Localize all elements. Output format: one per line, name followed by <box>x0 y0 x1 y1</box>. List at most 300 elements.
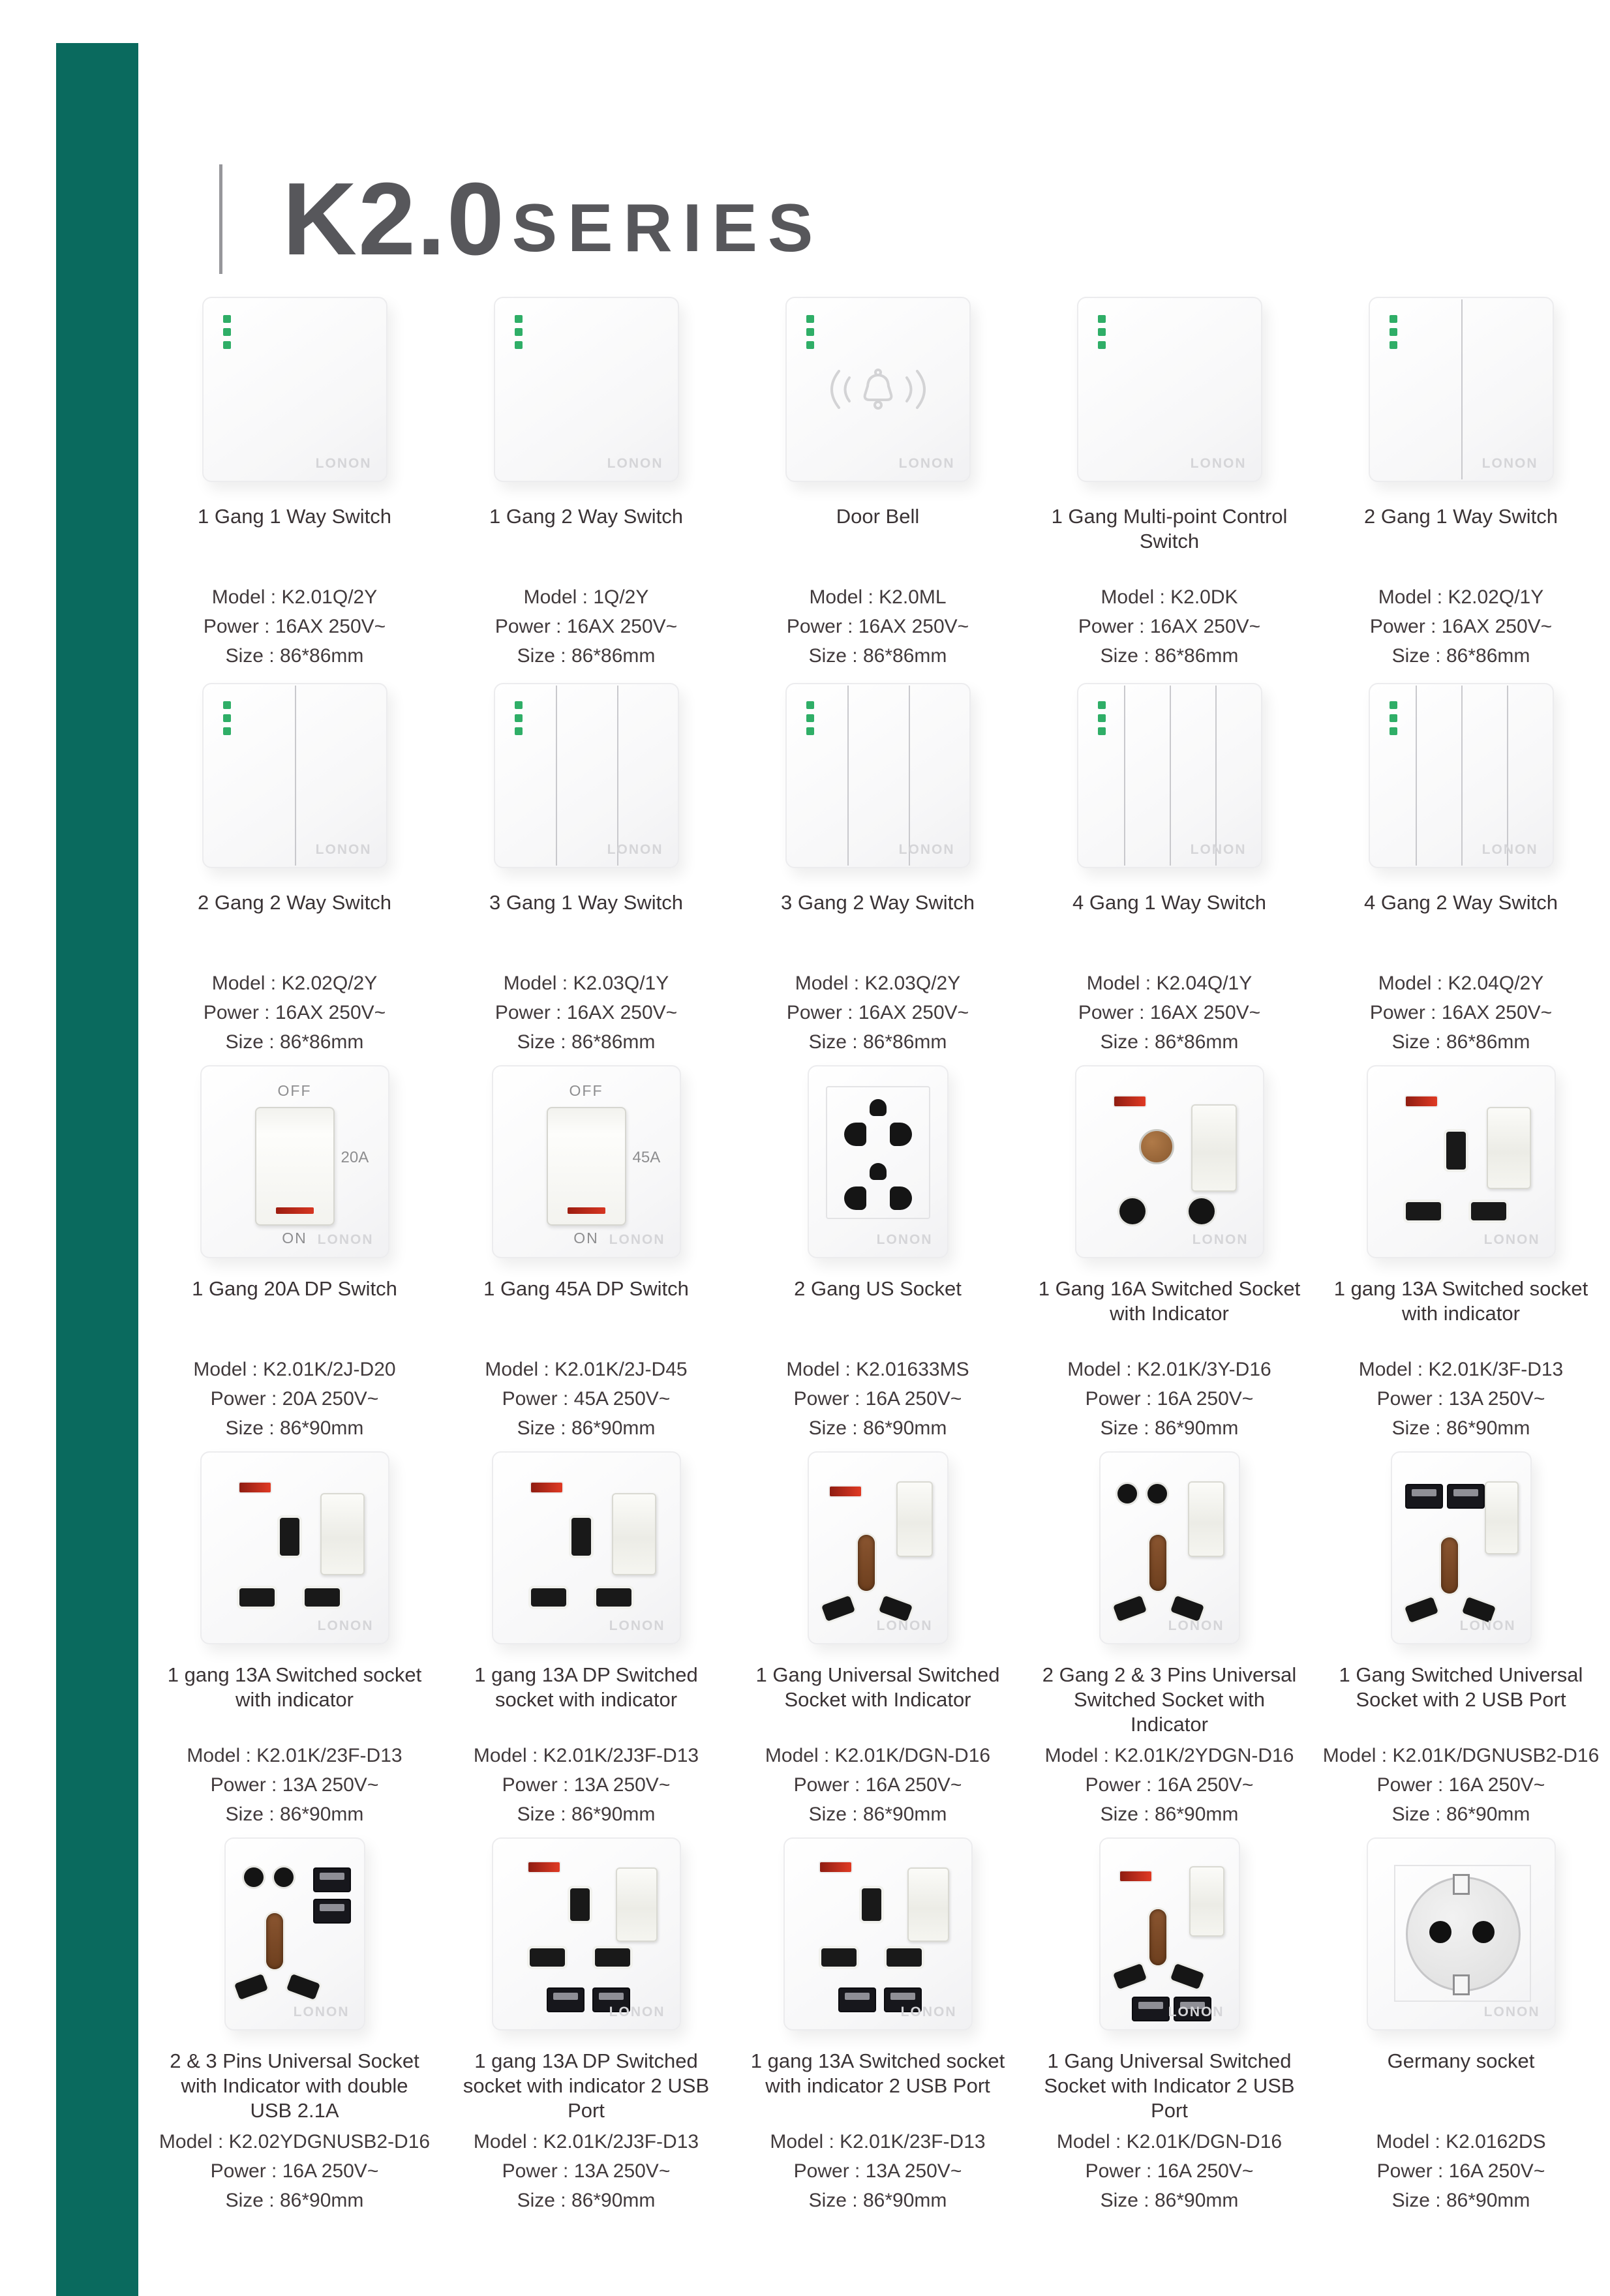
usb-port <box>547 1987 585 2012</box>
neon-indicator <box>1406 1096 1437 1106</box>
angled-pin-slot <box>1170 1963 1204 1989</box>
gang-divider <box>909 686 910 866</box>
lonon-logo: LONON <box>1190 455 1247 471</box>
product-power: Power : 16A 250V~ <box>793 1388 962 1410</box>
rocker-switch <box>1191 1104 1237 1192</box>
gang-divider <box>1416 686 1417 866</box>
round-pin-hole <box>1189 1198 1215 1224</box>
angled-pin-slot <box>1112 1963 1146 1989</box>
schuko-socket-panel <box>1367 1837 1556 2031</box>
angled-pin-slot <box>286 1974 320 2000</box>
product-specs <box>770 2127 985 2215</box>
product-size: Size : 86*90mm <box>517 1417 656 1439</box>
product-size: Size : 86*86mm <box>1100 1031 1239 1053</box>
universal-earth-slot <box>1149 1909 1166 1965</box>
neon-indicator <box>830 1487 861 1496</box>
product-model: Model : K2.0162DS <box>1376 2131 1546 2152</box>
earth-clip <box>1453 1974 1470 1995</box>
product-model: Model : K2.03Q/2Y <box>795 973 961 994</box>
product-name: 4 Gang 2 Way Switch <box>1364 891 1558 914</box>
lonon-logo: LONON <box>317 1231 374 1247</box>
switch-panel <box>785 683 971 868</box>
universal-earth-slot <box>1149 1535 1166 1591</box>
product-image <box>440 1829 732 2038</box>
product-specs <box>1323 1741 1600 1829</box>
gang-divider <box>617 686 618 866</box>
led-indicator-dots <box>223 701 231 740</box>
pin-slot <box>305 1588 340 1607</box>
led-indicator-dots <box>1390 701 1397 740</box>
product-name: 3 Gang 2 Way Switch <box>781 891 975 914</box>
product-name: 1 Gang Universal Switched Socket with Indicator <box>755 1663 1000 1712</box>
rocker-switch <box>1188 1481 1224 1557</box>
pin-slot <box>595 1948 630 1967</box>
product-card <box>149 1829 440 2215</box>
rocker-switch <box>320 1493 365 1575</box>
earth-slot <box>570 1888 590 1921</box>
product-size: Size : 86*90mm <box>1100 1804 1239 1825</box>
rocker-switch <box>1485 1481 1519 1554</box>
product-size: Size : 86*90mm <box>1391 1804 1530 1825</box>
product-size: Size : 86*86mm <box>808 1031 947 1053</box>
angled-pin-slot <box>1112 1595 1146 1622</box>
product-specs <box>474 1741 699 1829</box>
product-specs <box>1057 2127 1282 2215</box>
product-card <box>149 1057 440 1443</box>
product-size: Size : 86*90mm <box>517 2190 656 2211</box>
round-pin-hole <box>274 1867 294 1887</box>
product-specs <box>787 582 969 671</box>
title-rule <box>219 164 222 274</box>
product-name: 1 Gang 20A DP Switch <box>192 1277 397 1301</box>
product-power: Power : 13A 250V~ <box>793 2160 962 2182</box>
earth-slot <box>280 1518 299 1556</box>
product-name: 1 gang 13A Switched socket with indicator 2 USB Port <box>750 2049 1005 2098</box>
switch-panel <box>202 297 387 482</box>
product-name: 2 Gang US Socket <box>794 1277 962 1301</box>
product-size: Size : 86*86mm <box>1391 1031 1530 1053</box>
led-indicator-dots <box>1390 315 1397 354</box>
product-name: 1 Gang 2 Way Switch <box>489 505 683 528</box>
product-specs <box>159 2127 430 2215</box>
product-specs <box>1067 1355 1271 1443</box>
lonon-logo: LONON <box>317 1618 374 1633</box>
off-label: OFF <box>569 1081 603 1099</box>
led-indicator-dots <box>223 315 231 354</box>
earth-slot <box>571 1518 591 1556</box>
earth-clip <box>1453 1874 1470 1895</box>
product-model: Model : K2.01K/2J3F-D13 <box>473 2131 699 2152</box>
product-size: Size : 86*90mm <box>808 1804 947 1825</box>
product-image <box>1024 284 1315 494</box>
led-indicator-dots <box>515 701 523 740</box>
round-pin-hole <box>1119 1198 1146 1224</box>
earth-pin-hole <box>1139 1129 1174 1164</box>
product-image <box>440 1057 732 1266</box>
product-specs <box>204 969 386 1057</box>
lonon-logo: LONON <box>315 455 372 471</box>
product-image <box>732 1829 1024 2038</box>
led-indicator-dots <box>806 315 814 354</box>
gang-divider <box>1461 686 1463 866</box>
socket-13a-panel <box>1367 1065 1556 1258</box>
series-subtitle: SERIES <box>511 190 824 266</box>
product-specs <box>1078 969 1260 1057</box>
product-name: 1 Gang 16A Switched Socket with Indicator <box>1038 1277 1301 1325</box>
product-card <box>440 671 732 1057</box>
us-socket-panel <box>808 1065 949 1258</box>
product-model: Model : K2.03Q/1Y <box>503 973 669 994</box>
product-model: Model : K2.01K/3F-D13 <box>1358 1359 1564 1380</box>
product-power: Power : 16AX 250V~ <box>1078 1002 1261 1023</box>
product-image <box>440 671 732 880</box>
universal-2pin-socket-panel <box>1099 1451 1240 1644</box>
dp-rocker <box>547 1107 626 1226</box>
product-specs <box>1359 1355 1564 1443</box>
universal-socket-panel <box>808 1451 949 1644</box>
product-card <box>149 671 440 1057</box>
series-title: K2.0 <box>282 162 506 277</box>
product-image <box>1315 1829 1607 2038</box>
product-card <box>149 284 440 671</box>
product-power: Power : 16A 250V~ <box>1376 2160 1545 2182</box>
product-power: Power : 16AX 250V~ <box>203 616 386 637</box>
product-power: Power : 20A 250V~ <box>210 1388 379 1410</box>
product-model: Model : K2.01K/DGNUSB2-D16 <box>1322 1745 1600 1766</box>
dp-rocker <box>255 1107 335 1226</box>
pin-slot <box>1406 1202 1441 1220</box>
product-image <box>1024 1443 1315 1652</box>
usb-port <box>1405 1484 1443 1509</box>
product-model: Model : K2.04Q/1Y <box>1086 973 1253 994</box>
pin-slot <box>887 1948 922 1967</box>
product-name: 4 Gang 1 Way Switch <box>1072 891 1266 914</box>
product-power: Power : 45A 250V~ <box>502 1388 671 1410</box>
lonon-logo: LONON <box>1459 1618 1516 1633</box>
product-model: Model : K2.01K/2J3F-D13 <box>473 1745 699 1766</box>
universal-earth-slot <box>266 1913 283 1969</box>
earth-slot <box>862 1888 881 1921</box>
usb-port <box>313 1899 351 1924</box>
product-model: Model : K2.02YDGNUSB2-D16 <box>159 2131 431 2152</box>
earth-slot <box>1446 1132 1466 1170</box>
switch-panel <box>1077 297 1262 482</box>
product-model: Model : K2.01K/23F-D13 <box>187 1745 402 1766</box>
product-image <box>440 284 732 494</box>
product-size: Size : 86*90mm <box>1100 2190 1239 2211</box>
product-power: Power : 16A 250V~ <box>210 2160 379 2182</box>
usb-port <box>313 1867 351 1892</box>
product-name: 3 Gang 1 Way Switch <box>489 891 683 914</box>
product-power: Power : 16AX 250V~ <box>1078 616 1261 637</box>
product-size: Size : 86*90mm <box>225 1417 364 1439</box>
product-image <box>732 671 1024 880</box>
product-power: Power : 16AX 250V~ <box>786 616 969 637</box>
led-indicator-dots <box>1098 701 1106 740</box>
product-specs <box>474 2127 699 2215</box>
gang-divider <box>1124 686 1125 866</box>
switch-panel <box>1369 297 1554 482</box>
amp-rating-label: 45A <box>632 1148 661 1166</box>
universal-usb-socket-panel <box>1391 1451 1532 1644</box>
product-name: 2 Gang 2 & 3 Pins Universal Switched Socket with Indicator <box>1042 1663 1297 1736</box>
product-model: Model : K2.01K/3Y-D16 <box>1067 1359 1271 1380</box>
lonon-logo: LONON <box>1168 1618 1224 1633</box>
rocker-switch <box>616 1867 658 1942</box>
dp-switch-panel <box>492 1065 681 1258</box>
product-specs <box>495 582 677 671</box>
product-power: Power : 13A 250V~ <box>502 1774 671 1796</box>
lonon-logo: LONON <box>607 841 663 857</box>
pin-slot <box>821 1948 857 1967</box>
product-power: Power : 16AX 250V~ <box>786 1002 969 1023</box>
neon-indicator <box>528 1862 560 1872</box>
product-model: Model : 1Q/2Y <box>523 586 649 608</box>
angled-pin-slot <box>821 1595 855 1622</box>
product-power: Power : 16AX 250V~ <box>203 1002 386 1023</box>
pin-slot <box>239 1588 275 1607</box>
universal-usb-socket-panel <box>1099 1837 1240 2031</box>
product-specs <box>187 1741 402 1829</box>
product-image <box>732 284 1024 494</box>
product-power: Power : 16AX 250V~ <box>494 616 678 637</box>
product-card <box>440 284 732 671</box>
product-specs <box>1376 2127 1545 2215</box>
bell-icon <box>826 362 930 417</box>
switch-panel <box>494 683 679 868</box>
switch-panel <box>202 683 387 868</box>
lonon-logo: LONON <box>1190 841 1247 857</box>
product-size: Size : 86*90mm <box>808 2190 947 2211</box>
round-pin-hole <box>1429 1921 1451 1943</box>
neon-indicator <box>1120 1871 1151 1881</box>
switch-panel <box>494 297 679 482</box>
universal-earth-slot <box>1441 1537 1458 1594</box>
usb-port <box>1447 1484 1485 1509</box>
product-size: Size : 86*86mm <box>808 645 947 667</box>
pin-slot <box>1471 1202 1506 1220</box>
lonon-logo: LONON <box>1481 841 1538 857</box>
pin-slot <box>530 1948 565 1967</box>
left-accent-bar <box>56 43 138 2296</box>
product-model: Model : K2.01K/23F-D13 <box>770 2131 986 2152</box>
product-name: 2 Gang 2 Way Switch <box>198 891 391 914</box>
product-image <box>732 1443 1024 1652</box>
neon-indicator <box>239 1483 271 1492</box>
round-pin-hole <box>1472 1921 1495 1943</box>
rocker-switch <box>1487 1107 1531 1189</box>
product-card <box>1315 1057 1607 1443</box>
doorbell-panel <box>785 297 971 482</box>
product-image <box>149 1443 440 1652</box>
universal-2pin-usb-socket-panel <box>224 1837 365 2031</box>
socket-13a-panel <box>492 1451 681 1644</box>
product-power: Power : 13A 250V~ <box>210 1774 379 1796</box>
neon-indicator <box>820 1862 851 1872</box>
product-model: Model : K2.01K/2J-D20 <box>193 1359 396 1380</box>
product-name: 1 Gang Universal Switched Socket with Indicator 2 USB Port <box>1044 2049 1295 2122</box>
product-card <box>732 1443 1024 1829</box>
gang-divider <box>1461 299 1463 479</box>
product-image <box>1315 671 1607 880</box>
product-specs <box>485 1355 687 1443</box>
product-card <box>1315 671 1607 1057</box>
led-indicator-dots <box>806 701 814 740</box>
product-name: 1 Gang Switched Universal Socket with 2 USB Port <box>1339 1663 1583 1712</box>
pin-slot <box>531 1588 566 1607</box>
page-header <box>219 162 824 277</box>
lonon-logo: LONON <box>1483 1231 1540 1247</box>
lonon-logo: LONON <box>315 841 372 857</box>
product-specs <box>1370 582 1552 671</box>
product-card <box>1024 1443 1315 1829</box>
product-name: 1 Gang Multi-point Control Switch <box>1051 505 1288 553</box>
product-size: Size : 86*90mm <box>1100 1417 1239 1439</box>
product-grid <box>149 284 1607 2215</box>
lonon-logo: LONON <box>1481 455 1538 471</box>
neon-indicator <box>276 1207 314 1214</box>
lonon-logo: LONON <box>609 1231 665 1247</box>
lonon-logo: LONON <box>609 2004 665 2019</box>
product-specs <box>495 969 677 1057</box>
gang-divider <box>1507 686 1508 866</box>
product-model: Model : K2.01Q/2Y <box>211 586 378 608</box>
product-image <box>732 1057 1024 1266</box>
product-card <box>732 1057 1024 1443</box>
product-name: 2 Gang 1 Way Switch <box>1364 505 1558 528</box>
gang-divider <box>295 686 296 866</box>
neon-indicator <box>1114 1096 1146 1106</box>
lonon-logo: LONON <box>898 841 955 857</box>
gang-divider <box>556 686 557 866</box>
rocker-switch <box>907 1867 949 1942</box>
product-model: Model : K2.01K/2YDGN-D16 <box>1044 1745 1294 1766</box>
lonon-logo: LONON <box>876 1618 933 1633</box>
product-model: Model : K2.02Q/1Y <box>1378 586 1544 608</box>
product-image <box>149 671 440 880</box>
product-image <box>1024 1057 1315 1266</box>
switch-panel <box>1369 683 1554 868</box>
product-power: Power : 16A 250V~ <box>1085 1774 1254 1796</box>
rocker-switch <box>1189 1866 1224 1937</box>
amp-rating-label: 20A <box>341 1148 369 1166</box>
product-model: Model : K2.01633MS <box>786 1359 969 1380</box>
product-name: 1 Gang 45A DP Switch <box>483 1277 689 1301</box>
product-name: 2 & 3 Pins Universal Socket with Indicator with double USB 2.1A <box>170 2049 419 2122</box>
product-image <box>1315 284 1607 494</box>
neon-indicator <box>531 1483 562 1492</box>
product-power: Power : 16A 250V~ <box>1085 2160 1254 2182</box>
product-card <box>732 284 1024 671</box>
lonon-logo: LONON <box>293 2004 350 2019</box>
product-image <box>1315 1057 1607 1266</box>
product-model: Model : K2.04Q/2Y <box>1378 973 1544 994</box>
product-size: Size : 86*86mm <box>517 645 656 667</box>
led-indicator-dots <box>1098 315 1106 354</box>
product-image <box>1024 671 1315 880</box>
pin-slot <box>596 1588 631 1607</box>
product-model: Model : K2.01K/2J-D45 <box>485 1359 688 1380</box>
product-model: Model : K2.0ML <box>809 586 947 608</box>
product-power: Power : 16A 250V~ <box>1085 1388 1254 1410</box>
round-pin-hole <box>1117 1484 1137 1503</box>
product-model: Model : K2.01K/DGN-D16 <box>765 1745 991 1766</box>
off-label: OFF <box>277 1081 312 1099</box>
angled-pin-slot <box>234 1974 267 2000</box>
product-model: Model : K2.02Q/2Y <box>211 973 378 994</box>
product-image <box>149 1057 440 1266</box>
product-power: Power : 16A 250V~ <box>1376 1774 1545 1796</box>
lonon-logo: LONON <box>876 1231 933 1247</box>
product-name: Germany socket <box>1387 2049 1535 2073</box>
product-power: Power : 16AX 250V~ <box>1369 1002 1553 1023</box>
product-card <box>440 1057 732 1443</box>
product-specs <box>1078 582 1260 671</box>
lonon-logo: LONON <box>1168 2004 1224 2019</box>
gang-divider <box>1215 686 1217 866</box>
product-specs <box>786 1355 969 1443</box>
product-specs <box>1045 1741 1294 1829</box>
lonon-logo: LONON <box>1192 1231 1249 1247</box>
rocker-switch <box>612 1493 656 1575</box>
product-name: 1 Gang 1 Way Switch <box>198 505 391 528</box>
product-card <box>440 1443 732 1829</box>
product-power: Power : 16AX 250V~ <box>494 1002 678 1023</box>
us-outlet <box>839 1163 917 1215</box>
lonon-logo: LONON <box>900 2004 957 2019</box>
gang-divider <box>1170 686 1171 866</box>
product-name: Door Bell <box>836 505 920 528</box>
product-card <box>1024 671 1315 1057</box>
round-pin-hole <box>244 1867 264 1887</box>
product-image <box>149 1829 440 2038</box>
product-card <box>440 1829 732 2215</box>
usb-port <box>838 1987 876 2012</box>
on-label: ON <box>573 1229 599 1246</box>
socket-13a-usb-panel <box>492 1837 681 2031</box>
product-size: Size : 86*90mm <box>225 2190 364 2211</box>
product-card <box>1315 284 1607 671</box>
neon-indicator <box>568 1207 605 1214</box>
product-card <box>1315 1829 1607 2215</box>
product-specs <box>787 969 969 1057</box>
product-card <box>1024 284 1315 671</box>
led-indicator-dots <box>515 315 523 354</box>
product-size: Size : 86*86mm <box>1391 645 1530 667</box>
switch-panel <box>1077 683 1262 868</box>
product-card <box>732 1829 1024 2215</box>
product-size: Size : 86*86mm <box>517 1031 656 1053</box>
product-specs <box>765 1741 990 1829</box>
product-size: Size : 86*90mm <box>1391 1417 1530 1439</box>
rocker-switch <box>896 1481 933 1557</box>
product-power: Power : 13A 250V~ <box>502 2160 671 2182</box>
product-image <box>1315 1443 1607 1652</box>
usb-port <box>1132 1997 1170 2021</box>
product-image <box>149 284 440 494</box>
product-size: Size : 86*90mm <box>808 1417 947 1439</box>
socket-13a-panel <box>200 1451 389 1644</box>
product-size: Size : 86*90mm <box>1391 2190 1530 2211</box>
lonon-logo: LONON <box>607 455 663 471</box>
round-pin-hole <box>1147 1484 1167 1503</box>
product-card <box>149 1443 440 1829</box>
product-size: Size : 86*90mm <box>225 1804 364 1825</box>
product-card <box>1315 1443 1607 1829</box>
product-image <box>440 1443 732 1652</box>
gang-divider <box>847 686 849 866</box>
product-size: Size : 86*90mm <box>517 1804 656 1825</box>
